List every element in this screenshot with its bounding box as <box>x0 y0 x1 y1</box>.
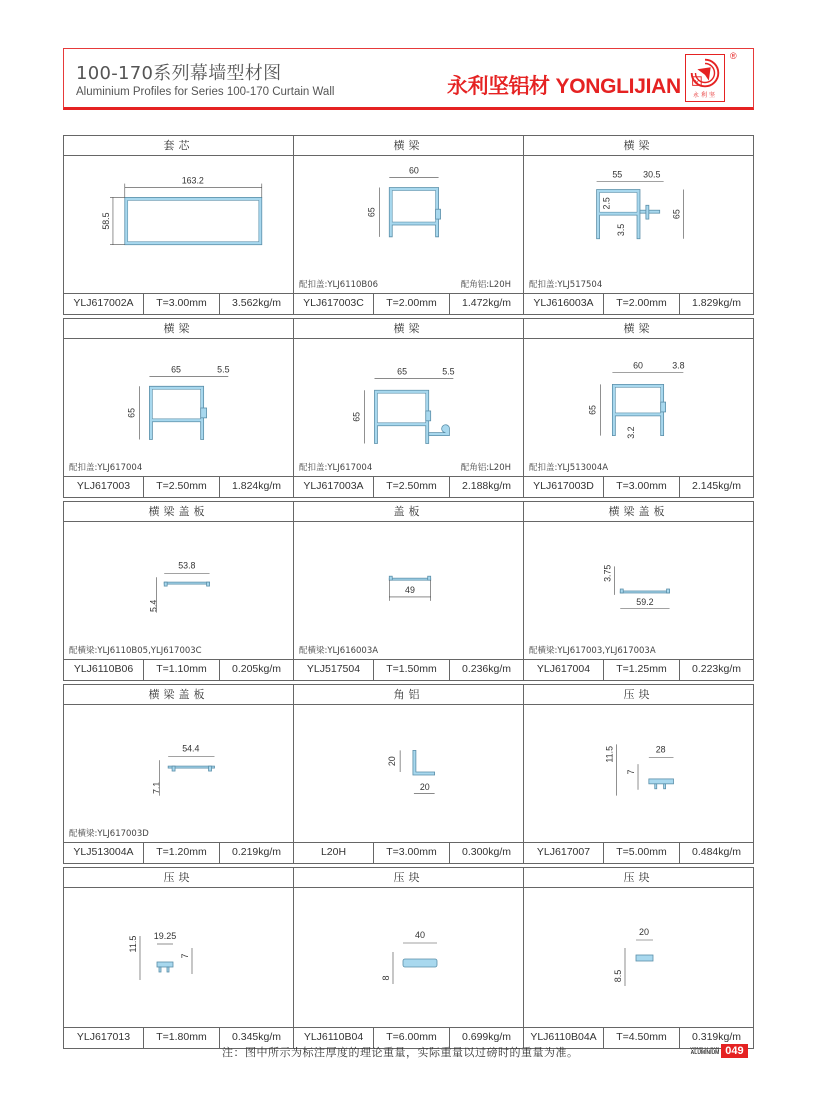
profile-weight: 1.829kg/m <box>691 297 742 309</box>
profile-title: 压块 <box>294 868 523 888</box>
profile-note: 配扣盖:YLJ617004 <box>69 463 143 473</box>
profile-title: 横梁盖板 <box>64 685 293 705</box>
profile-thickness: T=2.00mm <box>604 294 680 314</box>
dim-label: 60 <box>408 165 419 176</box>
profile-row <box>63 684 754 864</box>
profile-row <box>63 501 754 681</box>
profile-title: 盖板 <box>294 502 523 522</box>
spec-row <box>294 477 523 497</box>
profile-drawing <box>294 339 523 477</box>
profile-card <box>64 502 294 680</box>
dim-label: 3.2 <box>626 426 637 439</box>
profile-code: YLJ617003D <box>524 477 604 497</box>
profile-code: YLJ617003 <box>64 477 144 497</box>
spec-row <box>64 477 293 497</box>
profile-weight: 0.205kg/m <box>231 663 282 675</box>
profile-thickness: T=1.10mm <box>144 660 220 680</box>
profile-drawing <box>524 522 753 660</box>
profile-code: YLJ6110B04 <box>294 1028 374 1048</box>
profile-note: 配角铝:L20H <box>460 463 511 473</box>
dim-label: 8.5 <box>613 969 623 983</box>
profile-code: YLJ617003C <box>294 294 374 314</box>
profile-row <box>63 867 754 1049</box>
profile-code: L20H <box>294 843 374 863</box>
spec-row <box>524 294 753 314</box>
profile-thickness: T=3.00mm <box>374 843 450 863</box>
profile-card <box>524 319 753 497</box>
profile-title: 压块 <box>524 868 753 888</box>
profile-code: YLJ6110B04A <box>524 1028 604 1048</box>
dim-label: 58.5 <box>101 212 112 230</box>
profile-title: 压块 <box>524 685 753 705</box>
registered-mark: ® <box>730 51 737 61</box>
profile-title: 横梁 <box>294 319 523 339</box>
profile-note: 配扣盖:YLJ617004 <box>299 463 373 473</box>
profile-weight: 0.484kg/m <box>691 846 742 858</box>
profile-drawing <box>294 522 523 660</box>
dim-label: 55 <box>612 169 623 180</box>
profile-note: 配横梁:YLJ616003A <box>299 646 379 656</box>
brand-small-label: YONG LI JIAN ALUMINIUM <box>690 1046 720 1056</box>
profile-drawing <box>64 705 293 843</box>
profile-thickness: T=1.50mm <box>374 660 450 680</box>
spec-row <box>64 294 293 314</box>
profile-weight: 0.699kg/m <box>461 1031 512 1043</box>
spec-row <box>64 843 293 863</box>
profile-weight: 1.824kg/m <box>231 480 282 492</box>
svg-text:Y: Y <box>694 79 700 87</box>
dim-label: 65 <box>171 364 181 375</box>
profile-code: YLJ513004A <box>64 843 144 863</box>
dim-label: 28 <box>655 744 666 755</box>
brand-name <box>447 70 681 100</box>
profile-weight: 0.345kg/m <box>231 1031 282 1043</box>
page-header <box>63 48 754 110</box>
profile-weight: 0.300kg/m <box>461 846 512 858</box>
profile-card <box>294 319 524 497</box>
dim-label: 65 <box>587 405 598 415</box>
dim-label: 7.1 <box>151 781 162 794</box>
dim-label: 65 <box>671 209 682 220</box>
profile-title: 横梁 <box>64 319 293 339</box>
dim-label: 40 <box>414 930 426 940</box>
dim-label: 20 <box>419 781 430 792</box>
dim-label: 2.5 <box>601 197 612 210</box>
profile-drawing <box>524 156 753 294</box>
profile-weight: 0.319kg/m <box>691 1031 742 1043</box>
profile-drawing <box>294 705 523 843</box>
profile-thickness: T=4.50mm <box>604 1028 680 1048</box>
profile-thickness: T=1.20mm <box>144 843 220 863</box>
profile-weight: 0.219kg/m <box>231 846 282 858</box>
profile-drawing <box>524 705 753 843</box>
dim-label: 5.5 <box>442 366 455 377</box>
profile-drawing <box>64 888 293 1028</box>
profile-thickness: T=2.50mm <box>144 477 220 497</box>
dim-label: 5.5 <box>217 364 230 375</box>
profile-drawing <box>524 339 753 477</box>
profile-title: 横梁 <box>294 136 523 156</box>
profile-title: 横梁盖板 <box>524 502 753 522</box>
profile-weight: 0.236kg/m <box>461 663 512 675</box>
dim-label: 11.5 <box>128 935 138 953</box>
profile-card <box>294 685 524 863</box>
dim-label: 7 <box>626 769 637 775</box>
dim-label: 20 <box>387 756 398 767</box>
profile-thickness: T=2.50mm <box>374 477 450 497</box>
dim-label: 65 <box>126 407 137 418</box>
profile-card <box>524 685 753 863</box>
dim-label: 19.25 <box>153 931 177 941</box>
dim-label: 65 <box>351 411 362 422</box>
dim-label: 7 <box>180 953 190 959</box>
dim-label: 60 <box>633 360 643 371</box>
dim-label: 65 <box>397 366 408 377</box>
brand-name-en: YONGLIJIAN <box>555 75 681 98</box>
dim-label: 11.5 <box>604 745 615 763</box>
profile-grid <box>63 135 754 1049</box>
spec-row <box>524 660 753 680</box>
dim-label: 30.5 <box>643 169 661 180</box>
spec-row <box>294 843 523 863</box>
profile-note: 配扣盖:YLJ513004A <box>529 463 609 473</box>
dim-label: 20 <box>638 927 650 937</box>
profile-code: YLJ6110B06 <box>64 660 144 680</box>
profile-note: 配角铝:L20H <box>460 280 511 290</box>
profile-drawing <box>64 339 293 477</box>
profile-note: 配横梁:YLJ617003D <box>69 829 149 839</box>
profile-drawing <box>64 522 293 660</box>
profile-thickness: T=3.00mm <box>604 477 680 497</box>
page-title-en: Aluminium Profiles for Series 100-170 Curtain Wall <box>76 86 335 98</box>
profile-drawing <box>64 156 293 294</box>
profile-weight: 3.562kg/m <box>231 297 282 309</box>
profile-code: YLJ617004 <box>524 660 604 680</box>
profile-title: 横梁 <box>524 136 753 156</box>
profile-card <box>64 136 294 314</box>
profile-drawing <box>294 156 523 294</box>
profile-card <box>294 502 524 680</box>
spec-row <box>294 660 523 680</box>
dim-label: 8 <box>381 975 391 981</box>
profile-weight: 2.145kg/m <box>691 480 742 492</box>
page-number: 049 <box>721 1044 747 1058</box>
profile-thickness: T=1.80mm <box>144 1028 220 1048</box>
profile-code: YLJ517504 <box>294 660 374 680</box>
profile-thickness: T=6.00mm <box>374 1028 450 1048</box>
profile-note: 配横梁:YLJ6110B05,YLJ617003C <box>69 646 202 656</box>
profile-code: YLJ617013 <box>64 1028 144 1048</box>
profile-thickness: T=1.25mm <box>604 660 680 680</box>
profile-card <box>64 868 294 1048</box>
profile-drawing <box>294 888 523 1028</box>
dim-label: 5.4 <box>148 599 159 612</box>
profile-thickness: T=3.00mm <box>144 294 220 314</box>
dim-label: 3.8 <box>672 360 685 371</box>
yonglijian-logo-icon <box>685 54 725 102</box>
spec-row <box>524 477 753 497</box>
dim-label: 53.8 <box>178 560 196 571</box>
profile-weight: 2.188kg/m <box>461 480 512 492</box>
profile-code: YLJ616003A <box>524 294 604 314</box>
dim-label: 59.2 <box>636 596 654 607</box>
dim-label: 3.5 <box>616 223 627 237</box>
profile-code: YLJ617007 <box>524 843 604 863</box>
profile-weight: 1.472kg/m <box>461 297 512 309</box>
profile-note: 配横梁:YLJ617003,YLJ617003A <box>529 646 656 656</box>
brand-name-cn: 永利坚铝材 <box>447 74 550 98</box>
page-title-cn: 100-170系列幕墙型材图 <box>76 63 282 84</box>
weight-disclaimer: 注：图中所示为标注厚度的理论重量，实际重量以过磅时的重量为准。 <box>222 1046 579 1059</box>
profile-card <box>524 502 753 680</box>
logo-caption: 永利坚 <box>692 93 717 99</box>
dim-label: 65 <box>366 207 377 218</box>
spec-row <box>524 843 753 863</box>
profile-card <box>524 136 753 314</box>
spec-row <box>64 660 293 680</box>
profile-note: 配扣盖:YLJ6110B06 <box>299 280 379 290</box>
profile-card <box>64 319 294 497</box>
profile-weight: 0.223kg/m <box>691 663 742 675</box>
profile-card <box>64 685 294 863</box>
profile-title: 压块 <box>64 868 293 888</box>
page-number-badge <box>690 1044 748 1058</box>
spec-row <box>294 294 523 314</box>
profile-drawing <box>524 888 753 1028</box>
profile-card <box>524 868 753 1048</box>
dim-label: 163.2 <box>181 175 204 186</box>
profile-code: YLJ617002A <box>64 294 144 314</box>
profile-row <box>63 318 754 498</box>
profile-title: 角铝 <box>294 685 523 705</box>
profile-title: 套芯 <box>64 136 293 156</box>
profile-row <box>63 135 754 315</box>
profile-note: 配扣盖:YLJ517504 <box>529 280 603 290</box>
dim-label: 49 <box>405 584 415 595</box>
profile-thickness: T=2.00mm <box>374 294 450 314</box>
profile-title: 横梁盖板 <box>64 502 293 522</box>
dim-label: 54.4 <box>182 743 200 754</box>
profile-card <box>294 136 524 314</box>
profile-title: 横梁 <box>524 319 753 339</box>
profile-thickness: T=5.00mm <box>604 843 680 863</box>
aluminium-label: ALUMINIUM <box>690 1050 720 1056</box>
profile-card <box>294 868 524 1048</box>
profile-code: YLJ617003A <box>294 477 374 497</box>
dim-label: 3.75 <box>602 564 613 582</box>
